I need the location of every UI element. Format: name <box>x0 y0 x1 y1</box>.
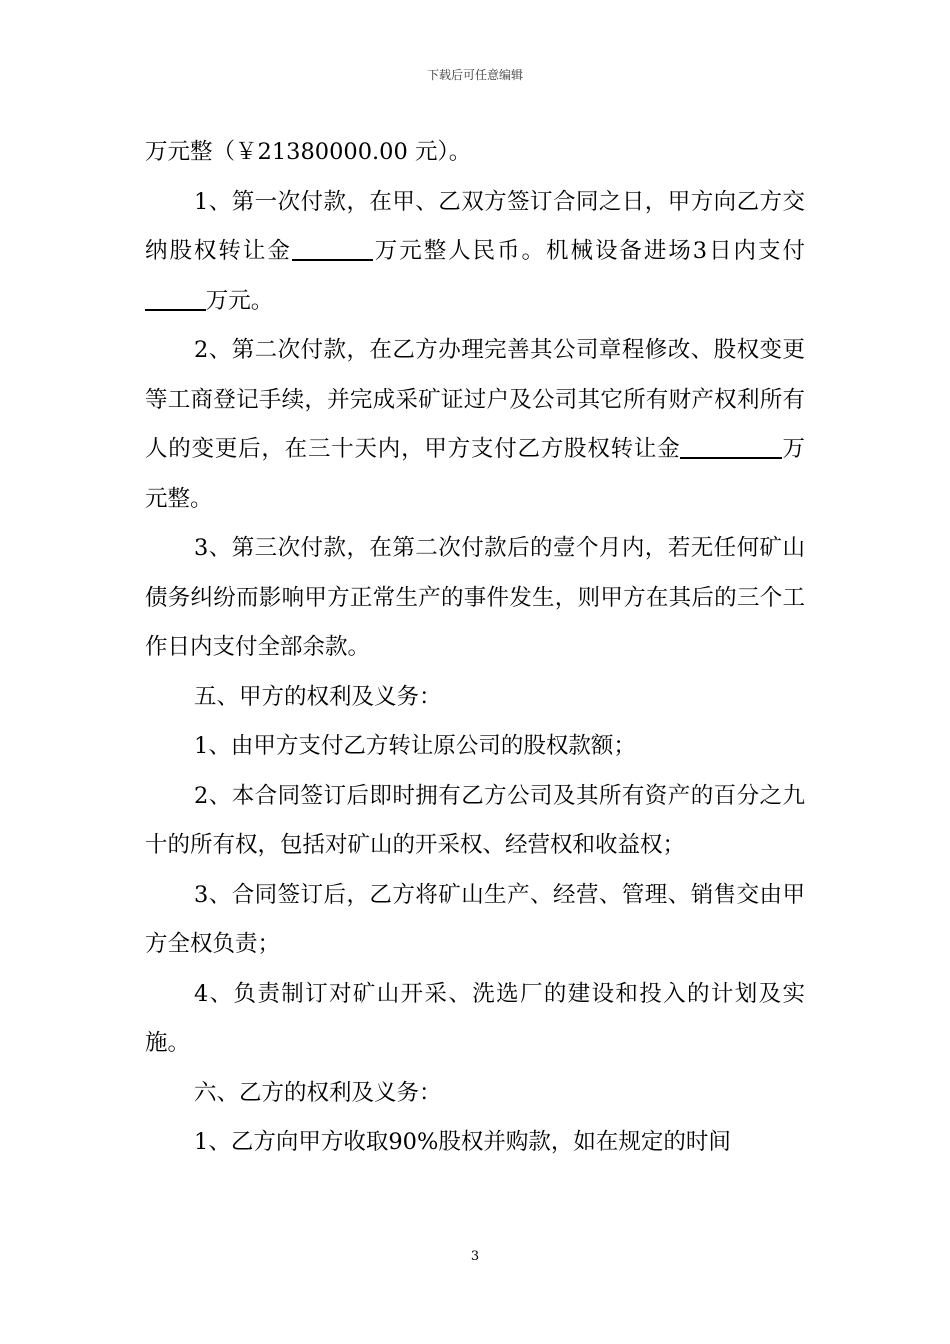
paragraph-text: 1、乙方向甲方收取90%股权并购款，如在规定的时间 <box>194 1129 731 1155</box>
fill-in-blank <box>292 236 373 262</box>
paragraph-text: 万元整。 <box>145 436 805 512</box>
paragraph <box>145 326 805 524</box>
paragraph-text: 2、第二次付款，在乙方办理完善其公司章程修改、股权变更等工商登记手续，并完成采矿证过户及公司其它所有财产权利所有人的变更后，在三十天内，甲方支付乙方股权转让金 <box>145 337 805 462</box>
paragraph-text: 1、第一次付款，在甲、乙双方签订合同之日，甲方向乙方交纳股权转让金 <box>145 188 805 264</box>
paragraph-text: 2、本合同签订后即时拥有乙方公司及其所有资产的百分之九十的所有权，包括对矿山的开采权、经营权和收益权； <box>145 782 805 858</box>
paragraph-text: 3、第三次付款，在第二次付款后的壹个月内，若无任何矿山债务纠纷而影响甲方正常生产的事件发生，则甲方在其后的三个工作日内支付全部余款。 <box>145 535 805 660</box>
paragraph <box>145 673 805 723</box>
paragraph <box>145 178 805 327</box>
paragraph-text: 万元整（￥21380000.00 元）。 <box>145 139 472 165</box>
paragraph-text: 六、乙方的权利及义务： <box>194 1079 442 1106</box>
page-number: 3 <box>470 1249 480 1264</box>
paragraph-text: 4、负责制订对矿山开采、洗选厂的建设和投入的计划及实施。 <box>145 980 805 1056</box>
paragraph <box>145 128 805 178</box>
paragraph <box>145 970 805 1069</box>
paragraph <box>145 722 805 772</box>
fill-in-blank <box>145 285 206 311</box>
paragraph <box>145 772 805 871</box>
paragraph <box>145 524 805 673</box>
paragraph <box>145 871 805 970</box>
paragraph-text: 五、甲方的权利及义务： <box>194 683 442 710</box>
paragraph-text: 万元。 <box>205 287 274 314</box>
paragraph <box>145 1069 805 1119</box>
fill-in-blank <box>680 434 781 460</box>
paragraph-text: 3、合同签订后，乙方将矿山生产、经营、管理、销售交由甲方全权负责； <box>145 881 805 957</box>
paragraph-text: 万元整人民币。机械设备进场3日内支付 <box>372 238 805 264</box>
document-body <box>145 128 805 1168</box>
page-header: 下载后可任意编辑 <box>426 68 523 82</box>
paragraph-text: 1、由甲方支付乙方转让原公司的股权款额； <box>194 733 636 759</box>
paragraph <box>145 1118 805 1168</box>
